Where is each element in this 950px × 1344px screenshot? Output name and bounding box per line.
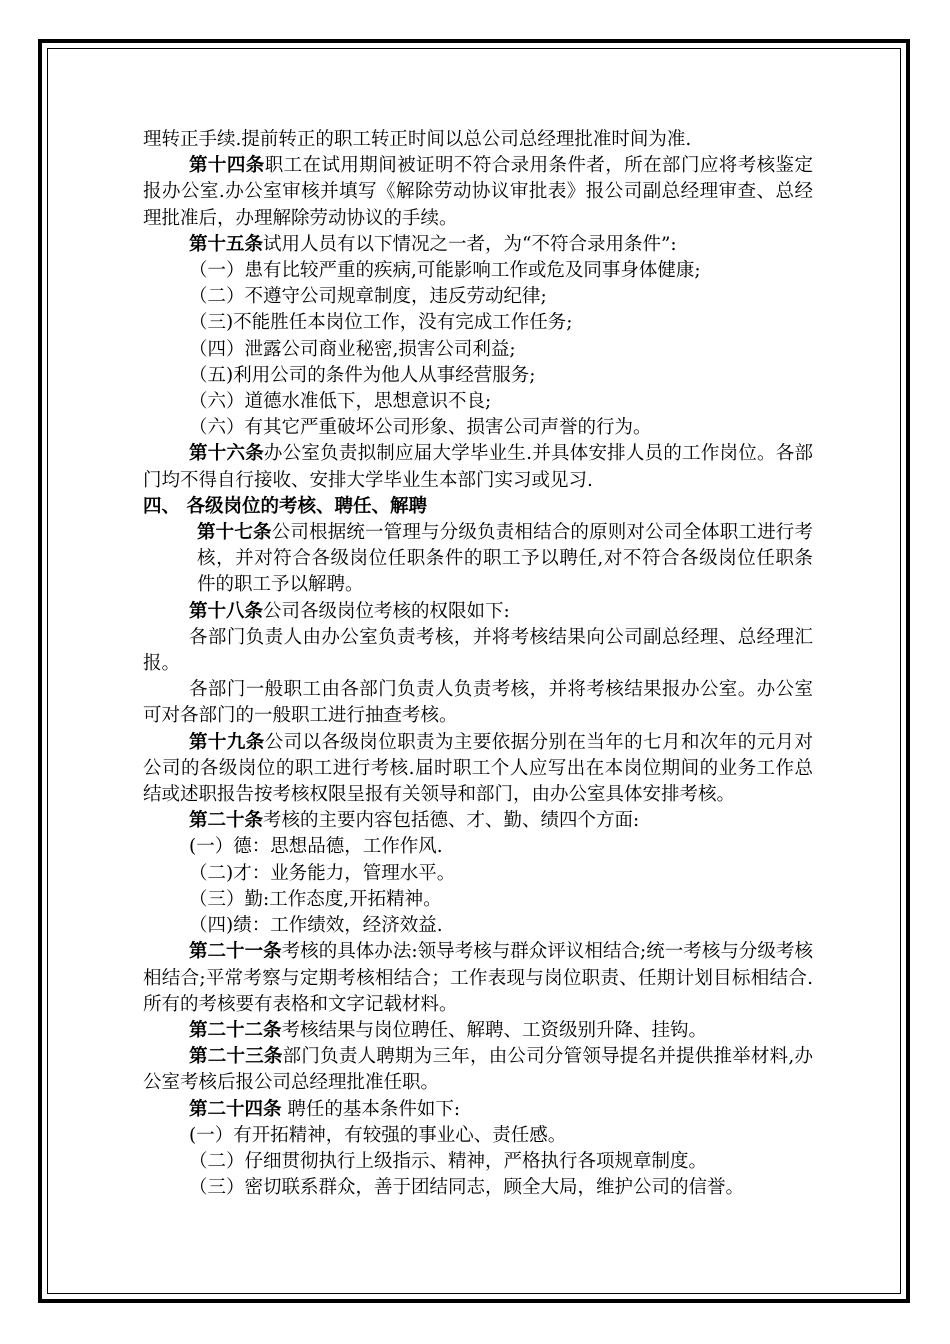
article-14: [143, 153, 813, 232]
article-20: [143, 808, 813, 834]
article-18-para-2: 各部门一般职工由各部门负责人负责考核，并将考核结果报办公室。办公室可对各部门的一般职工进行抽查考核。: [143, 679, 813, 727]
article-18-para-1: 各部门负责人由办公室负责考核，并将考核结果向公司副总经理、总经理汇报。: [143, 626, 813, 675]
article-22-title: 第二十二条: [189, 1019, 282, 1041]
list-item: （五)利用公司的条件为他人从事经营服务;: [189, 364, 536, 386]
list-item: （三）勤:工作态度,开拓精神。: [189, 888, 442, 910]
article-18-title: 第十八条: [189, 600, 264, 622]
document-body: [143, 127, 813, 1201]
list-item: （二）仔细贯彻执行上级指示、精神，严格执行各项规章制度。: [189, 1150, 708, 1172]
article-17-title: 第十七条: [197, 522, 272, 544]
article-15: [143, 232, 813, 258]
article-18-text: 公司各级岗位考核的权限如下:: [263, 600, 510, 622]
paragraph-continuation: 理转正手续.提前转正的职工转正时间以总公司总经理批准时间为准.: [143, 129, 692, 150]
article-19: [143, 730, 813, 809]
article-15-text: 试用人员有以下情况之一者，为“不符合录用条件”:: [263, 233, 677, 255]
section-heading: 四、 各级岗位的考核、聘任、解聘: [143, 495, 427, 517]
article-24-text: 聘任的基本条件如下:: [281, 1098, 461, 1120]
article-23: [143, 1044, 813, 1096]
article-15-title: 第十五条: [189, 233, 264, 255]
article-21: [143, 939, 813, 1018]
list-item: (一）有开拓精神，有较强的事业心、责任感。: [189, 1124, 567, 1146]
article-22-text: 考核结果与岗位聘任、解聘、工资级别升降、挂钩。: [281, 1019, 708, 1041]
list-item: （三）密切联系群众，善于团结同志，顾全大局，维护公司的信誉。: [189, 1177, 745, 1199]
list-item: （六）道德水准低下，思想意识不良;: [189, 391, 492, 413]
article-16-text: 办公室负责拟制应届大学毕业生.并具体安排人员的工作岗位。各部门均不得自行接收、安排大学毕业生本部门实习或见习.: [143, 443, 813, 491]
article-14-text: 职工在试用期间被证明不符合录用条件者，所在部门应将考核鉴定报办公室.办公室审核并填写《解除劳动协议审批表》报公司副总经理审查、总经理批准后，办理解除劳动协议的手续。: [143, 155, 813, 229]
article-18: [143, 599, 813, 625]
article-23-text: 部门负责人聘期为三年，由公司分管领导提名并提供推举材料,办公室考核后报公司总经理批准任职。: [143, 1046, 813, 1094]
article-21-text: 考核的具体办法:领导考核与群众评议相结合;统一考核与分级考核相结合;平常考察与定期考核相结合；工作表现与岗位职责、任期计划目标相结合.所有的考核要有表格和文字记载材料。: [143, 941, 813, 1015]
list-item: （二）不遵守公司规章制度，违反劳动纪律;: [189, 286, 547, 308]
list-item: （二)才：业务能力，管理水平。: [189, 862, 456, 884]
article-20-title: 第二十条: [189, 810, 264, 832]
article-19-text: 公司以各级岗位职责为主要依据分别在当年的七月和次年的元月对公司的各级岗位的职工进行考核.届时职工个人应写出在本岗位期间的业务工作总结或述职报告按考核权限呈报有关领导和部门，由办公室具体安排考核。: [143, 731, 813, 806]
list-item: （四）泄露公司商业秘密,损害公司利益;: [189, 338, 516, 360]
list-item: （三)不能胜任本岗位工作，没有完成工作任务;: [189, 312, 573, 334]
article-17: [143, 520, 813, 599]
article-17-text: 公司根据统一管理与分级负责相结合的原则对公司全体职工进行考核，并对符合各级岗位任职条件的职工予以聘任,对不符合各级岗位任职条件的职工予以解聘。: [197, 522, 813, 596]
article-22: [143, 1018, 813, 1044]
article-20-text: 考核的主要内容包括德、才、勤、绩四个方面:: [263, 810, 640, 832]
article-19-title: 第十九条: [189, 731, 265, 753]
article-16-title: 第十六条: [189, 443, 264, 465]
article-24: [143, 1097, 813, 1123]
article-16: [143, 441, 813, 493]
list-item: （四)绩：工作绩效，经济效益.: [189, 915, 443, 937]
list-item: (一）德：思想品德，工作作风.: [189, 836, 443, 858]
article-14-title: 第十四条: [189, 155, 265, 177]
article-23-title: 第二十三条: [189, 1046, 283, 1068]
list-item: （六）有其它严重破坏公司形象、损害公司声誉的行为。: [189, 417, 652, 439]
article-24-title: 第二十四条: [189, 1098, 282, 1120]
article-21-title: 第二十一条: [189, 941, 282, 963]
list-item: （一）患有比较严重的疾病,可能影响工作或危及同事身体健康;: [189, 260, 701, 282]
